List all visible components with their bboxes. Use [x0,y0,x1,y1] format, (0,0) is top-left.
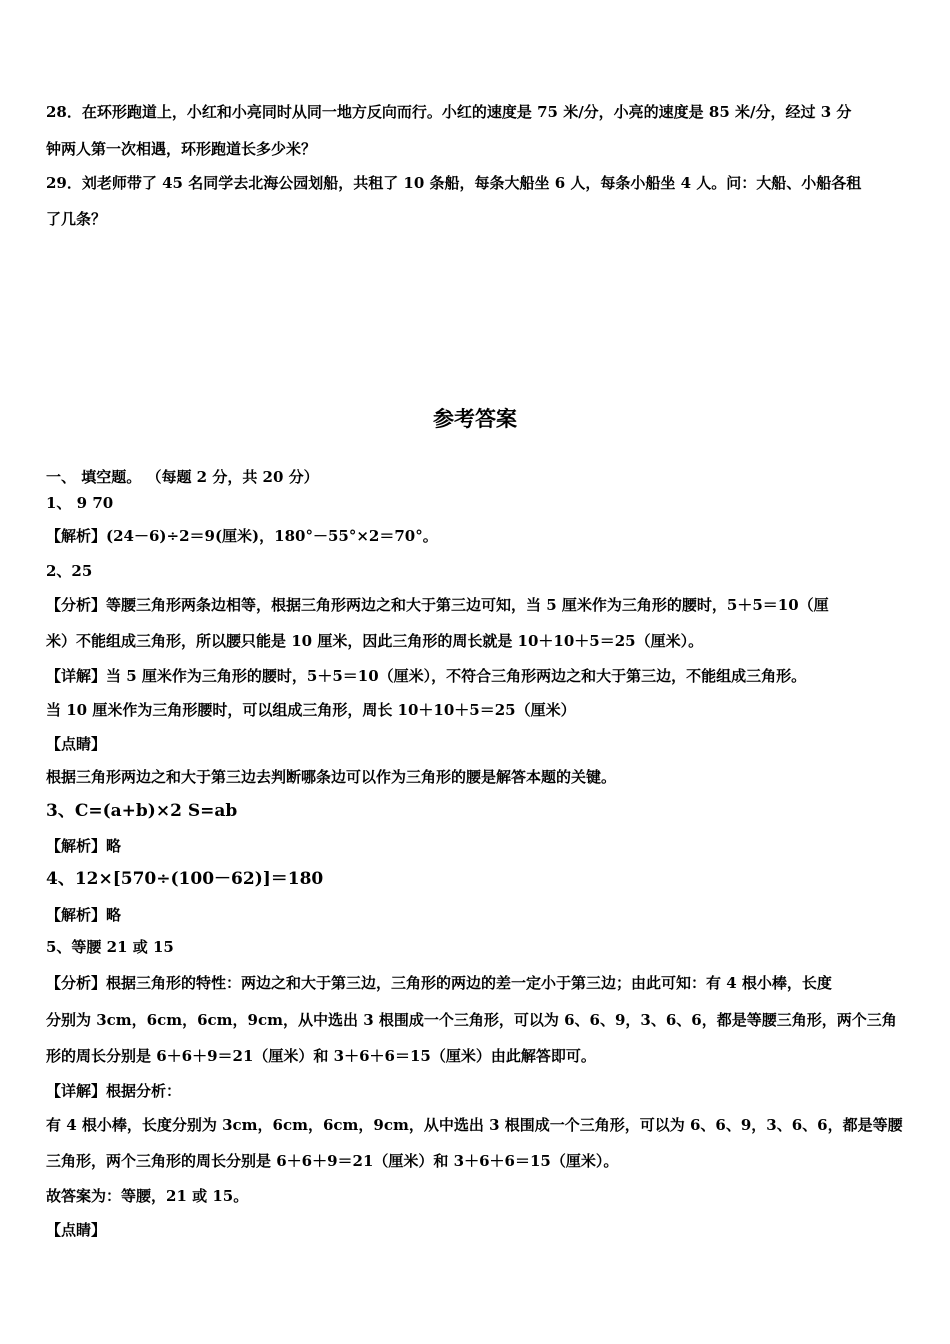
answer-3: 3、C=(a+b)×2 S=ab [46,801,238,821]
question-29-line-1: 29．刘老师带了 45 名同学去北海公园划船，共租了 10 条船，每条大船坐 6 人，每条小船坐 4 人。问：大船、小船各租 [46,174,862,192]
answer-2: 2、25 [46,562,93,580]
answer-5-fenxi-line-2: 分别为 3cm，6cm，6cm，9cm，从中选出 3 根围成一个三角形，可以为 6、6、9，3、6、6，都是等腰三角形，两个三角 [46,1011,897,1029]
answer-2-dianjing-text: 根据三角形两边之和大于第三边去判断哪条边可以作为三角形的腰是解答本题的关键。 [46,768,617,786]
answer-5-xiangjie: 【详解】根据分析： [46,1082,182,1100]
answer-4-analysis: 【解析】略 [46,906,122,924]
answer-5-fenxi-line-1: 【分析】根据三角形的特性：两边之和大于第三边，三角形的两边的差一定小于第三边；由此可知：有 4 根小棒，长度 [46,974,832,992]
question-28-line-2: 钟两人第一次相遇，环形跑道长多少米？ [46,140,317,158]
answer-2-fenxi-line-1: 【分析】等腰三角形两条边相等，根据三角形两边之和大于第三边可知，当 5 厘米作为三角形的腰时，5＋5＝10（厘 [46,596,829,614]
answer-2-xiangjie-line-1: 【详解】当 5 厘米作为三角形的腰时，5＋5＝10（厘米），不符合三角形两边之和大于第三边，不能组成三角形。 [46,667,807,685]
answer-2-dianjing: 【点睛】 [46,735,107,753]
answers-title: 参考答案 [433,407,517,431]
answer-5-fenxi-line-3: 形的周长分别是 6＋6＋9＝21（厘米）和 3＋6＋6＝15（厘米）由此解答即可。 [46,1047,596,1065]
section-heading: 一、 填空题。 （每题 2 分，共 20 分） [46,468,319,486]
answer-2-fenxi-line-2: 米）不能组成三角形，所以腰只能是 10 厘米，因此三角形的周长就是 10＋10＋5＝25（厘米）。 [46,632,704,650]
answer-1-analysis: 【解析】(24－6)÷2＝9(厘米)，180°－55°×2＝70°。 [46,527,438,545]
answer-3-analysis: 【解析】略 [46,837,122,855]
answer-5-text-line-2: 三角形，两个三角形的周长分别是 6＋6＋9＝21（厘米）和 3＋6＋6＝15（厘米）。 [46,1152,619,1170]
question-28-line-1: 28．在环形跑道上，小红和小亮同时从同一地方反向而行。小红的速度是 75 米/分，小亮的速度是 85 米/分，经过 3 分 [46,103,852,121]
answer-2-xiangjie-line-2: 当 10 厘米作为三角形腰时，可以组成三角形，周长 10＋10＋5＝25（厘米） [46,701,576,719]
answer-5-final: 故答案为：等腰，21 或 15。 [46,1187,249,1205]
question-29-line-2: 了几条？ [46,210,107,228]
answer-5: 5、等腰 21 或 15 [46,938,174,956]
answer-1: 1、 9 70 [46,494,114,512]
answer-4: 4、12×[570÷(100－62)]＝180 [46,869,324,889]
answer-5-dianjing: 【点睛】 [46,1221,107,1239]
answer-5-text-line-1: 有 4 根小棒，长度分别为 3cm，6cm，6cm，9cm，从中选出 3 根围成一个三角形，可以为 6、6、9，3、6、6，都是等腰 [46,1116,903,1134]
